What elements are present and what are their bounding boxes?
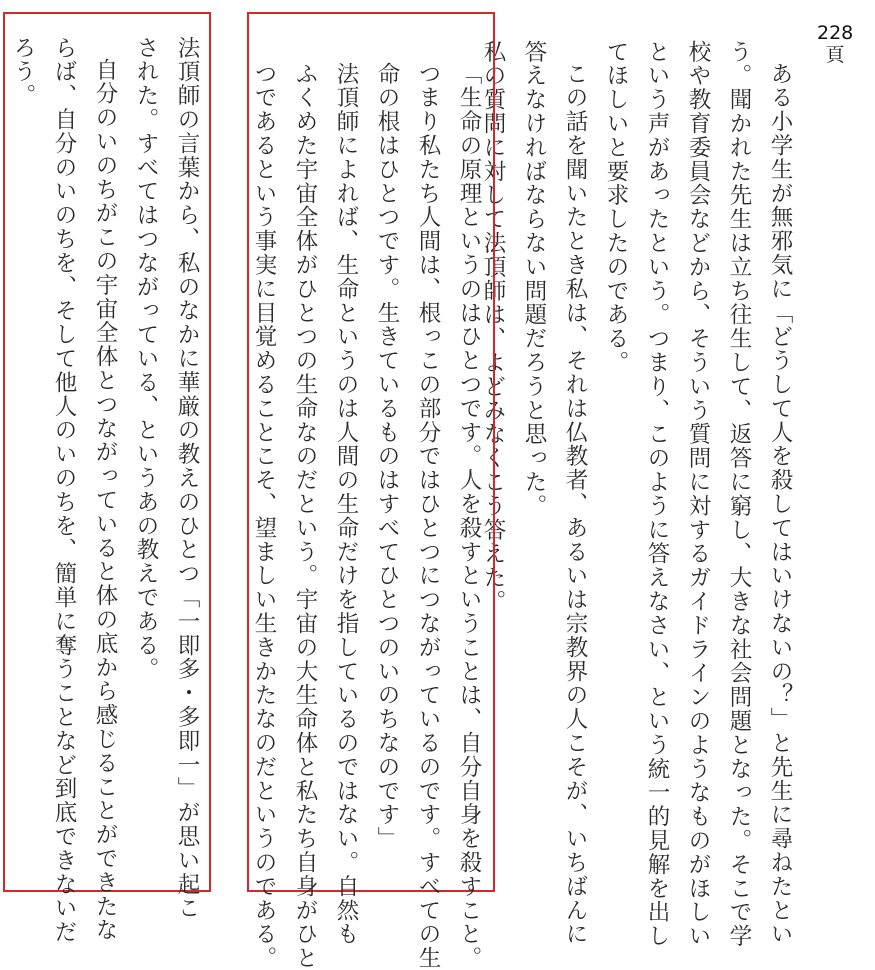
text-line: ふくめた宇宙全体がひとつの生命なのだという。宇宙の大生命体と私たち自身がひと — [292, 62, 318, 970]
text-line: ろう。 — [10, 36, 36, 108]
text-line: ある小学生が無邪気に「どうして人を殺してはいけないの？」と先生に尋ねたとい — [767, 62, 793, 947]
text-line: 答えなければならない問題だろうと思った。 — [521, 40, 547, 518]
text-line: らば、自分のいのちを、そして他人のいのちを、簡単に奪うことなど到底できないだ — [51, 36, 77, 945]
text-line: 法頂師によれば、生命というのは人間の生命だけを指しているのではない。自然も — [333, 62, 359, 947]
text-line: この話を聞いたとき私は、それは仏教者、あるいは宗教界の人こそが、いちばんに — [562, 62, 588, 947]
text-line: された。すべてはつながっている、というあの教えである。 — [133, 36, 159, 682]
page-number-value: 228 — [817, 22, 854, 44]
text-line: 「生命の原理というのはひとつです。人を殺すということは、自分自身を殺すこと。 — [456, 62, 482, 970]
main-text-block — [472, 40, 800, 949]
page-number — [817, 22, 853, 66]
highlighted-quote-box — [247, 12, 495, 970]
page-number-suffix: 頁 — [825, 44, 845, 66]
text-line: 私の質問に対して法頂師は、よどみなくこう答えた。 — [480, 40, 506, 614]
text-line: つであるという事実に目覚めることこそ、望ましい生きかたなのだというのである。 — [251, 62, 277, 970]
text-line: という声があったという。つまり、このように答えなさい、という統一的見解を出し — [644, 40, 670, 949]
highlighted-closing-box — [3, 12, 211, 945]
text-line: てほしいと要求したのである。 — [603, 40, 629, 375]
quote-text-block — [243, 62, 489, 970]
text-line: う。聞かれた先生は立ち往生して、返答に窮し、大きな社会問題となった。そこで学 — [726, 40, 752, 949]
text-line: つまり私たち人間は、根っこの部分ではひとつにつながっているのです。すべての生 — [415, 62, 441, 970]
text-line: 自分のいのちがこの宇宙全体とつながっていると体の底から感じることができたな — [92, 58, 118, 943]
closing-text-block — [2, 36, 207, 945]
text-line: 法頂師の言葉から、私のなかに華厳の教えのひとつ「一即多・多即一」が思い起こ — [174, 36, 200, 921]
text-line: 命の根はひとつです。生きているものはすべてひとつのいのちなのです」 — [374, 62, 400, 851]
text-line: 校や教育委員会などから、そういう質問に対するガイドラインのようなものがほしい — [685, 40, 711, 949]
